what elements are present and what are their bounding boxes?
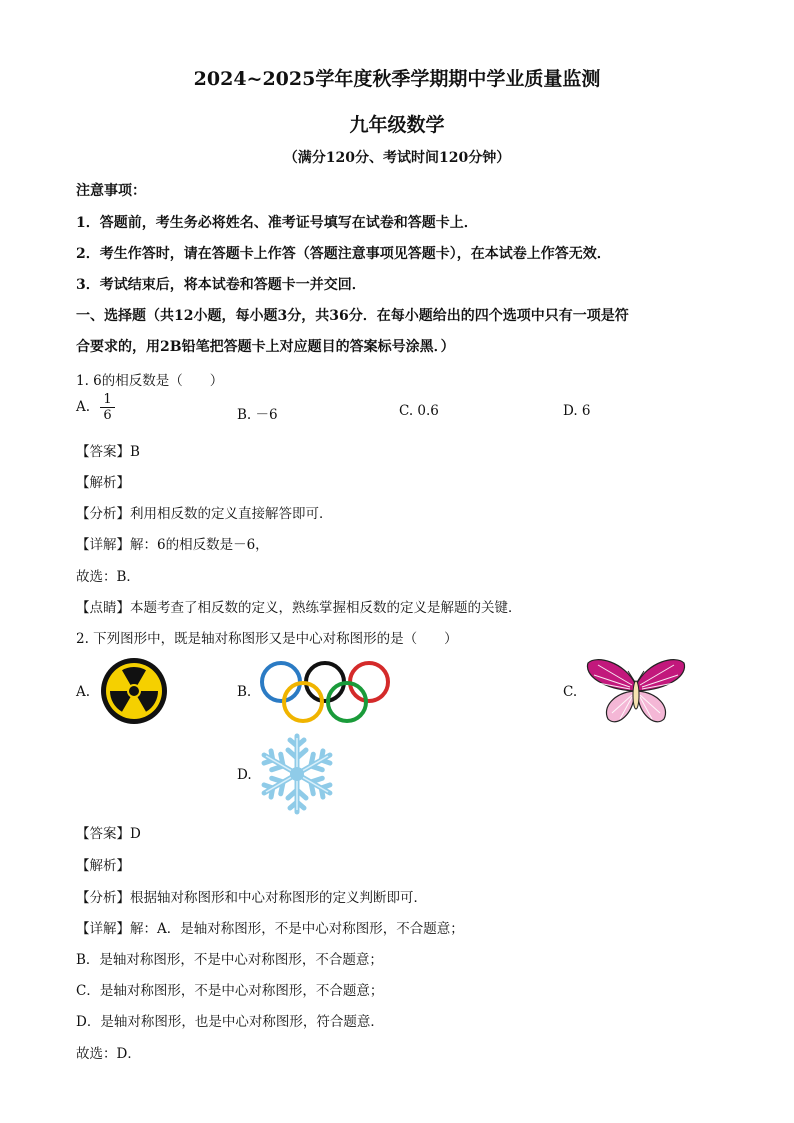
q1-stem: 1. 6的相反数是（ ） bbox=[76, 373, 224, 389]
q1-option-b: B. －6 bbox=[237, 407, 278, 423]
section1-line1: 一、选择题（共12小题，每小题3分，共36分．在每小题给出的四个选项中只有一项是符 bbox=[76, 308, 629, 324]
q2-detail-b: B．是轴对称图形，不是中心对称图形，不合题意； bbox=[76, 952, 383, 968]
q1-answer: 【答案】B bbox=[76, 444, 140, 460]
exam-title: 2024~2025学年度秋季学期期中学业质量监测 bbox=[193, 68, 601, 90]
q2-option-c: C. bbox=[563, 684, 578, 700]
exam-subtitle: 九年级数学 bbox=[349, 114, 445, 136]
q2-fenxi: 【分析】根据轴对称图形和中心对称图形的定义判断即可． bbox=[76, 890, 427, 906]
q2-option-d: D. bbox=[237, 767, 252, 783]
q1-option-a-fraction bbox=[100, 392, 114, 423]
q2-detail-a: 【详解】解：A．是轴对称图形，不是中心对称图形，不合题意； bbox=[76, 921, 464, 937]
radiation-icon bbox=[100, 657, 168, 725]
fraction-numerator: 1 bbox=[103, 392, 112, 407]
q1-option-a-label: A. bbox=[76, 399, 91, 415]
section1-line2: 合要求的，用2B铅笔把答题卡上对应题目的答案标号涂黑．） bbox=[76, 339, 455, 355]
q1-fenxi: 【分析】利用相反数的定义直接解答即可． bbox=[76, 506, 333, 522]
q2-answer: 【答案】D bbox=[76, 826, 141, 842]
q1-analysis: 【解析】 bbox=[76, 475, 130, 491]
notice-heading: 注意事项： bbox=[76, 183, 146, 199]
q1-option-a bbox=[76, 392, 115, 423]
q2-analysis: 【解析】 bbox=[76, 858, 130, 874]
snowflake-icon bbox=[258, 732, 336, 816]
q2-stem: 2. 下列图形中，既是轴对称图形又是中心对称图形的是（ ） bbox=[76, 631, 458, 647]
q1-comment: 【点睛】本题考查了相反数的定义，熟练掌握相反数的定义是解题的关键． bbox=[76, 600, 522, 616]
q2-detail-d: D．是轴对称图形，也是中心对称图形，符合题意． bbox=[76, 1014, 384, 1030]
q2-option-b: B. bbox=[237, 684, 252, 700]
notice-item-2: 2．考生作答时，请在答题卡上作答（答题注意事项见答题卡），在本试卷上作答无效． bbox=[76, 246, 611, 262]
q1-detail: 【详解】解：6的相反数是－6， bbox=[76, 537, 269, 553]
fraction-denominator: 6 bbox=[100, 407, 114, 423]
exam-note: （满分120分、考试时间120分钟） bbox=[283, 150, 511, 166]
olympic-rings-icon bbox=[258, 660, 392, 724]
q2-choose: 故选：D． bbox=[76, 1046, 141, 1062]
notice-item-3: 3．考试结束后，将本试卷和答题卡一并交回． bbox=[76, 277, 366, 293]
notice-item-1: 1．答题前，考生务必将姓名、准考证号填写在试卷和答题卡上． bbox=[76, 215, 478, 231]
q1-option-d: D. 6 bbox=[563, 403, 591, 419]
q2-option-a: A. bbox=[76, 684, 91, 700]
q1-choose: 故选：B． bbox=[76, 569, 140, 585]
q1-option-c: C. 0.6 bbox=[399, 403, 439, 419]
butterfly-icon bbox=[584, 655, 688, 727]
q2-detail-c: C．是轴对称图形，不是中心对称图形，不合题意； bbox=[76, 983, 384, 999]
